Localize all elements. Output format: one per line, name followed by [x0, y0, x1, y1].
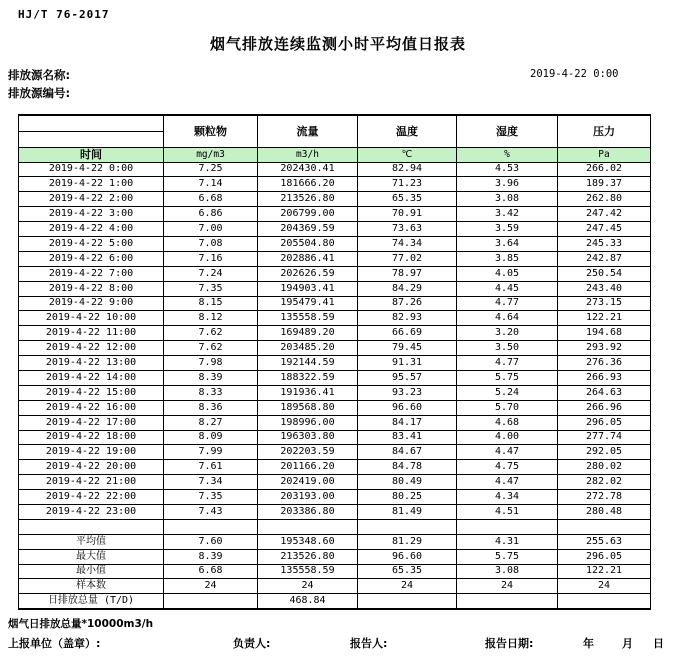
spacer-row [19, 519, 651, 534]
value-cell: 204369.59 [258, 222, 358, 237]
value-cell: 4.53 [457, 162, 558, 177]
corner-cell-bottom [19, 131, 164, 147]
value-cell: 87.26 [358, 296, 457, 311]
value-cell: 7.35 [164, 490, 258, 505]
col-header-flow: 流量 [258, 115, 358, 147]
value-cell: 3.59 [457, 222, 558, 237]
table-row [19, 266, 651, 281]
table-row [19, 415, 651, 430]
value-cell: 8.39 [164, 370, 258, 385]
value-cell: 65.35 [358, 564, 457, 579]
doc-code: HJ/T 76-2017 [18, 8, 110, 21]
value-cell [558, 594, 651, 609]
value-cell: 7.08 [164, 236, 258, 251]
value-cell: 81.49 [358, 504, 457, 519]
value-cell: 245.33 [558, 236, 651, 251]
row-label: 2019-4-22 23:00 [19, 504, 164, 519]
row-label: 2019-4-22 21:00 [19, 475, 164, 490]
value-cell: 84.67 [358, 445, 457, 460]
value-cell: 84.78 [358, 460, 457, 475]
summary-row [19, 549, 651, 564]
value-cell: 247.45 [558, 222, 651, 237]
row-label: 2019-4-22 3:00 [19, 207, 164, 222]
value-cell: 65.35 [358, 192, 457, 207]
table-row [19, 251, 651, 266]
value-cell: 74.34 [358, 236, 457, 251]
value-cell: 3.08 [457, 564, 558, 579]
value-cell: 3.64 [457, 236, 558, 251]
value-cell: 191936.41 [258, 385, 358, 400]
row-label: 2019-4-22 2:00 [19, 192, 164, 207]
value-cell [457, 519, 558, 534]
table-row [19, 490, 651, 505]
value-cell: 247.42 [558, 207, 651, 222]
value-cell: 8.39 [164, 549, 258, 564]
table-row [19, 207, 651, 222]
value-cell: 181666.20 [258, 177, 358, 192]
value-cell: 7.24 [164, 266, 258, 281]
value-cell: 7.35 [164, 281, 258, 296]
manager-label: 负责人: [233, 637, 271, 650]
value-cell: 4.31 [457, 534, 558, 549]
value-cell: 82.94 [358, 162, 457, 177]
value-cell: 6.86 [164, 207, 258, 222]
value-cell: 266.02 [558, 162, 651, 177]
table-row [19, 281, 651, 296]
value-cell: 277.74 [558, 430, 651, 445]
value-cell: 82.93 [358, 311, 457, 326]
col-header-pressure: 压力 [558, 115, 651, 147]
value-cell: 7.14 [164, 177, 258, 192]
value-cell: 70.91 [358, 207, 457, 222]
table-row [19, 356, 651, 371]
value-cell [258, 519, 358, 534]
value-cell: 96.60 [358, 400, 457, 415]
value-cell: 84.29 [358, 281, 457, 296]
unit-row [19, 147, 651, 162]
report-table [18, 114, 651, 610]
value-cell: 213526.80 [258, 549, 358, 564]
value-cell: 4.00 [457, 430, 558, 445]
value-cell: 122.21 [558, 311, 651, 326]
value-cell: 7.99 [164, 445, 258, 460]
value-cell: 8.12 [164, 311, 258, 326]
row-label: 2019-4-22 10:00 [19, 311, 164, 326]
day-label: 日 [653, 637, 664, 650]
value-cell: 202626.59 [258, 266, 358, 281]
table-row [19, 311, 651, 326]
value-cell: 3.42 [457, 207, 558, 222]
value-cell: 202203.59 [258, 445, 358, 460]
summary-row [19, 594, 651, 609]
value-cell: 203485.20 [258, 341, 358, 356]
month-label: 月 [622, 637, 633, 650]
value-cell: 71.23 [358, 177, 457, 192]
value-cell: 264.63 [558, 385, 651, 400]
value-cell: 6.68 [164, 564, 258, 579]
value-cell: 468.84 [258, 594, 358, 609]
value-cell: 195348.60 [258, 534, 358, 549]
value-cell: 255.63 [558, 534, 651, 549]
year-label: 年 [583, 637, 594, 650]
row-label: 2019-4-22 17:00 [19, 415, 164, 430]
row-label: 2019-4-22 22:00 [19, 490, 164, 505]
row-label: 2019-4-22 13:00 [19, 356, 164, 371]
reporter-label: 报告人: [350, 637, 388, 650]
row-label: 2019-4-22 9:00 [19, 296, 164, 311]
value-cell [358, 594, 457, 609]
value-cell: 135558.59 [258, 564, 358, 579]
value-cell: 276.36 [558, 356, 651, 371]
row-label: 最小值 [19, 564, 164, 579]
value-cell: 3.50 [457, 341, 558, 356]
value-cell: 24 [358, 579, 457, 594]
row-label [19, 519, 164, 534]
table-row [19, 460, 651, 475]
table-row [19, 236, 651, 251]
value-cell: 4.05 [457, 266, 558, 281]
value-cell: 196303.80 [258, 430, 358, 445]
header-row-top [19, 115, 651, 131]
col-header-pm: 颗粒物 [164, 115, 258, 147]
value-cell: 188322.59 [258, 370, 358, 385]
value-cell: 4.64 [457, 311, 558, 326]
value-cell: 7.60 [164, 534, 258, 549]
value-cell: 202419.00 [258, 475, 358, 490]
value-cell: 3.08 [457, 192, 558, 207]
value-cell: 198996.00 [258, 415, 358, 430]
row-label: 2019-4-22 5:00 [19, 236, 164, 251]
value-cell: 7.25 [164, 162, 258, 177]
row-label: 2019-4-22 6:00 [19, 251, 164, 266]
value-cell: 169489.20 [258, 326, 358, 341]
value-cell: 91.31 [358, 356, 457, 371]
value-cell: 135558.59 [258, 311, 358, 326]
value-cell: 5.24 [457, 385, 558, 400]
value-cell: 4.45 [457, 281, 558, 296]
value-cell: 80.49 [358, 475, 457, 490]
value-cell: 95.57 [358, 370, 457, 385]
value-cell: 262.80 [558, 192, 651, 207]
value-cell: 4.75 [457, 460, 558, 475]
value-cell: 79.45 [358, 341, 457, 356]
value-cell: 243.40 [558, 281, 651, 296]
value-cell: 7.61 [164, 460, 258, 475]
row-label: 2019-4-22 20:00 [19, 460, 164, 475]
report-date-label: 报告日期: [485, 637, 534, 650]
value-cell: 4.47 [457, 445, 558, 460]
row-label: 2019-4-22 16:00 [19, 400, 164, 415]
value-cell: 266.93 [558, 370, 651, 385]
row-label: 样本数 [19, 579, 164, 594]
unit-temp: ℃ [358, 147, 457, 162]
value-cell: 93.23 [358, 385, 457, 400]
row-label: 2019-4-22 19:00 [19, 445, 164, 460]
value-cell: 273.15 [558, 296, 651, 311]
value-cell: 7.34 [164, 475, 258, 490]
table-row [19, 326, 651, 341]
value-cell: 4.68 [457, 415, 558, 430]
table-body [19, 162, 651, 609]
value-cell: 24 [558, 579, 651, 594]
value-cell: 24 [164, 579, 258, 594]
row-label: 2019-4-22 14:00 [19, 370, 164, 385]
col-header-humidity: 湿度 [457, 115, 558, 147]
unit-humidity: % [457, 147, 558, 162]
row-label: 2019-4-22 4:00 [19, 222, 164, 237]
value-cell: 195479.41 [258, 296, 358, 311]
value-cell: 122.21 [558, 564, 651, 579]
value-cell: 296.05 [558, 549, 651, 564]
value-cell: 4.34 [457, 490, 558, 505]
value-cell: 292.05 [558, 445, 651, 460]
value-cell: 83.41 [358, 430, 457, 445]
value-cell: 8.09 [164, 430, 258, 445]
value-cell: 4.47 [457, 475, 558, 490]
value-cell: 77.02 [358, 251, 457, 266]
value-cell: 202886.41 [258, 251, 358, 266]
value-cell: 189.37 [558, 177, 651, 192]
table-row [19, 385, 651, 400]
source-id-label: 排放源编号: [8, 86, 71, 100]
value-cell: 5.70 [457, 400, 558, 415]
summary-row [19, 579, 651, 594]
value-cell: 7.98 [164, 356, 258, 371]
value-cell: 66.69 [358, 326, 457, 341]
time-header: 时间 [19, 147, 164, 162]
summary-row [19, 564, 651, 579]
table-row [19, 475, 651, 490]
value-cell: 3.20 [457, 326, 558, 341]
value-cell: 4.51 [457, 504, 558, 519]
value-cell: 4.77 [457, 356, 558, 371]
value-cell: 3.96 [457, 177, 558, 192]
reporting-unit-label: 上报单位（盖章）: [8, 637, 101, 650]
value-cell: 24 [457, 579, 558, 594]
value-cell: 242.87 [558, 251, 651, 266]
value-cell: 6.68 [164, 192, 258, 207]
value-cell: 8.15 [164, 296, 258, 311]
value-cell: 7.00 [164, 222, 258, 237]
table-row [19, 400, 651, 415]
value-cell: 280.02 [558, 460, 651, 475]
row-label: 2019-4-22 0:00 [19, 162, 164, 177]
value-cell: 205504.80 [258, 236, 358, 251]
value-cell: 8.36 [164, 400, 258, 415]
row-label: 2019-4-22 11:00 [19, 326, 164, 341]
value-cell: 194903.41 [258, 281, 358, 296]
value-cell: 213526.80 [258, 192, 358, 207]
table-row [19, 445, 651, 460]
table-row [19, 222, 651, 237]
value-cell: 7.16 [164, 251, 258, 266]
value-cell: 78.97 [358, 266, 457, 281]
unit-pm: mg/m3 [164, 147, 258, 162]
value-cell: 266.96 [558, 400, 651, 415]
value-cell: 293.92 [558, 341, 651, 356]
value-cell: 8.27 [164, 415, 258, 430]
row-label: 2019-4-22 7:00 [19, 266, 164, 281]
value-cell: 250.54 [558, 266, 651, 281]
value-cell: 7.62 [164, 326, 258, 341]
row-label: 最大值 [19, 549, 164, 564]
value-cell: 201166.20 [258, 460, 358, 475]
table-row [19, 504, 651, 519]
value-cell: 203193.00 [258, 490, 358, 505]
value-cell: 24 [258, 579, 358, 594]
value-cell: 5.75 [457, 370, 558, 385]
value-cell: 272.78 [558, 490, 651, 505]
table-row [19, 341, 651, 356]
value-cell: 206799.00 [258, 207, 358, 222]
value-cell: 282.02 [558, 475, 651, 490]
row-label: 2019-4-22 15:00 [19, 385, 164, 400]
table-row [19, 162, 651, 177]
value-cell: 5.75 [457, 549, 558, 564]
table-row [19, 370, 651, 385]
row-label: 2019-4-22 18:00 [19, 430, 164, 445]
table-row [19, 177, 651, 192]
table-row [19, 192, 651, 207]
value-cell [164, 594, 258, 609]
value-cell: 296.05 [558, 415, 651, 430]
report-datetime: 2019-4-22 0:00 [530, 68, 619, 80]
value-cell: 8.33 [164, 385, 258, 400]
col-header-temp: 温度 [358, 115, 457, 147]
table-row [19, 430, 651, 445]
value-cell: 202430.41 [258, 162, 358, 177]
value-cell: 7.62 [164, 341, 258, 356]
table-row [19, 296, 651, 311]
value-cell: 194.68 [558, 326, 651, 341]
value-cell: 84.17 [358, 415, 457, 430]
value-cell [457, 594, 558, 609]
unit-pressure: Pa [558, 147, 651, 162]
footer-note: 烟气日排放总量*10000m3/h [8, 618, 154, 630]
page-title: 烟气排放连续监测小时平均值日报表 [209, 35, 466, 53]
value-cell: 96.60 [358, 549, 457, 564]
value-cell [358, 519, 457, 534]
value-cell: 4.77 [457, 296, 558, 311]
value-cell: 80.25 [358, 490, 457, 505]
corner-cell-top [19, 115, 164, 131]
value-cell: 280.48 [558, 504, 651, 519]
value-cell: 192144.59 [258, 356, 358, 371]
row-label: 2019-4-22 1:00 [19, 177, 164, 192]
value-cell: 73.63 [358, 222, 457, 237]
row-label: 平均值 [19, 534, 164, 549]
unit-flow: m3/h [258, 147, 358, 162]
row-label: 2019-4-22 8:00 [19, 281, 164, 296]
source-name-label: 排放源名称: [8, 68, 71, 82]
value-cell: 81.29 [358, 534, 457, 549]
value-cell: 7.43 [164, 504, 258, 519]
table-head [19, 115, 651, 162]
value-cell: 203386.80 [258, 504, 358, 519]
value-cell: 189568.80 [258, 400, 358, 415]
row-label: 日排放总量 (T/D) [19, 594, 164, 609]
summary-row [19, 534, 651, 549]
row-label: 2019-4-22 12:00 [19, 341, 164, 356]
value-cell [164, 519, 258, 534]
value-cell [558, 519, 651, 534]
value-cell: 3.85 [457, 251, 558, 266]
